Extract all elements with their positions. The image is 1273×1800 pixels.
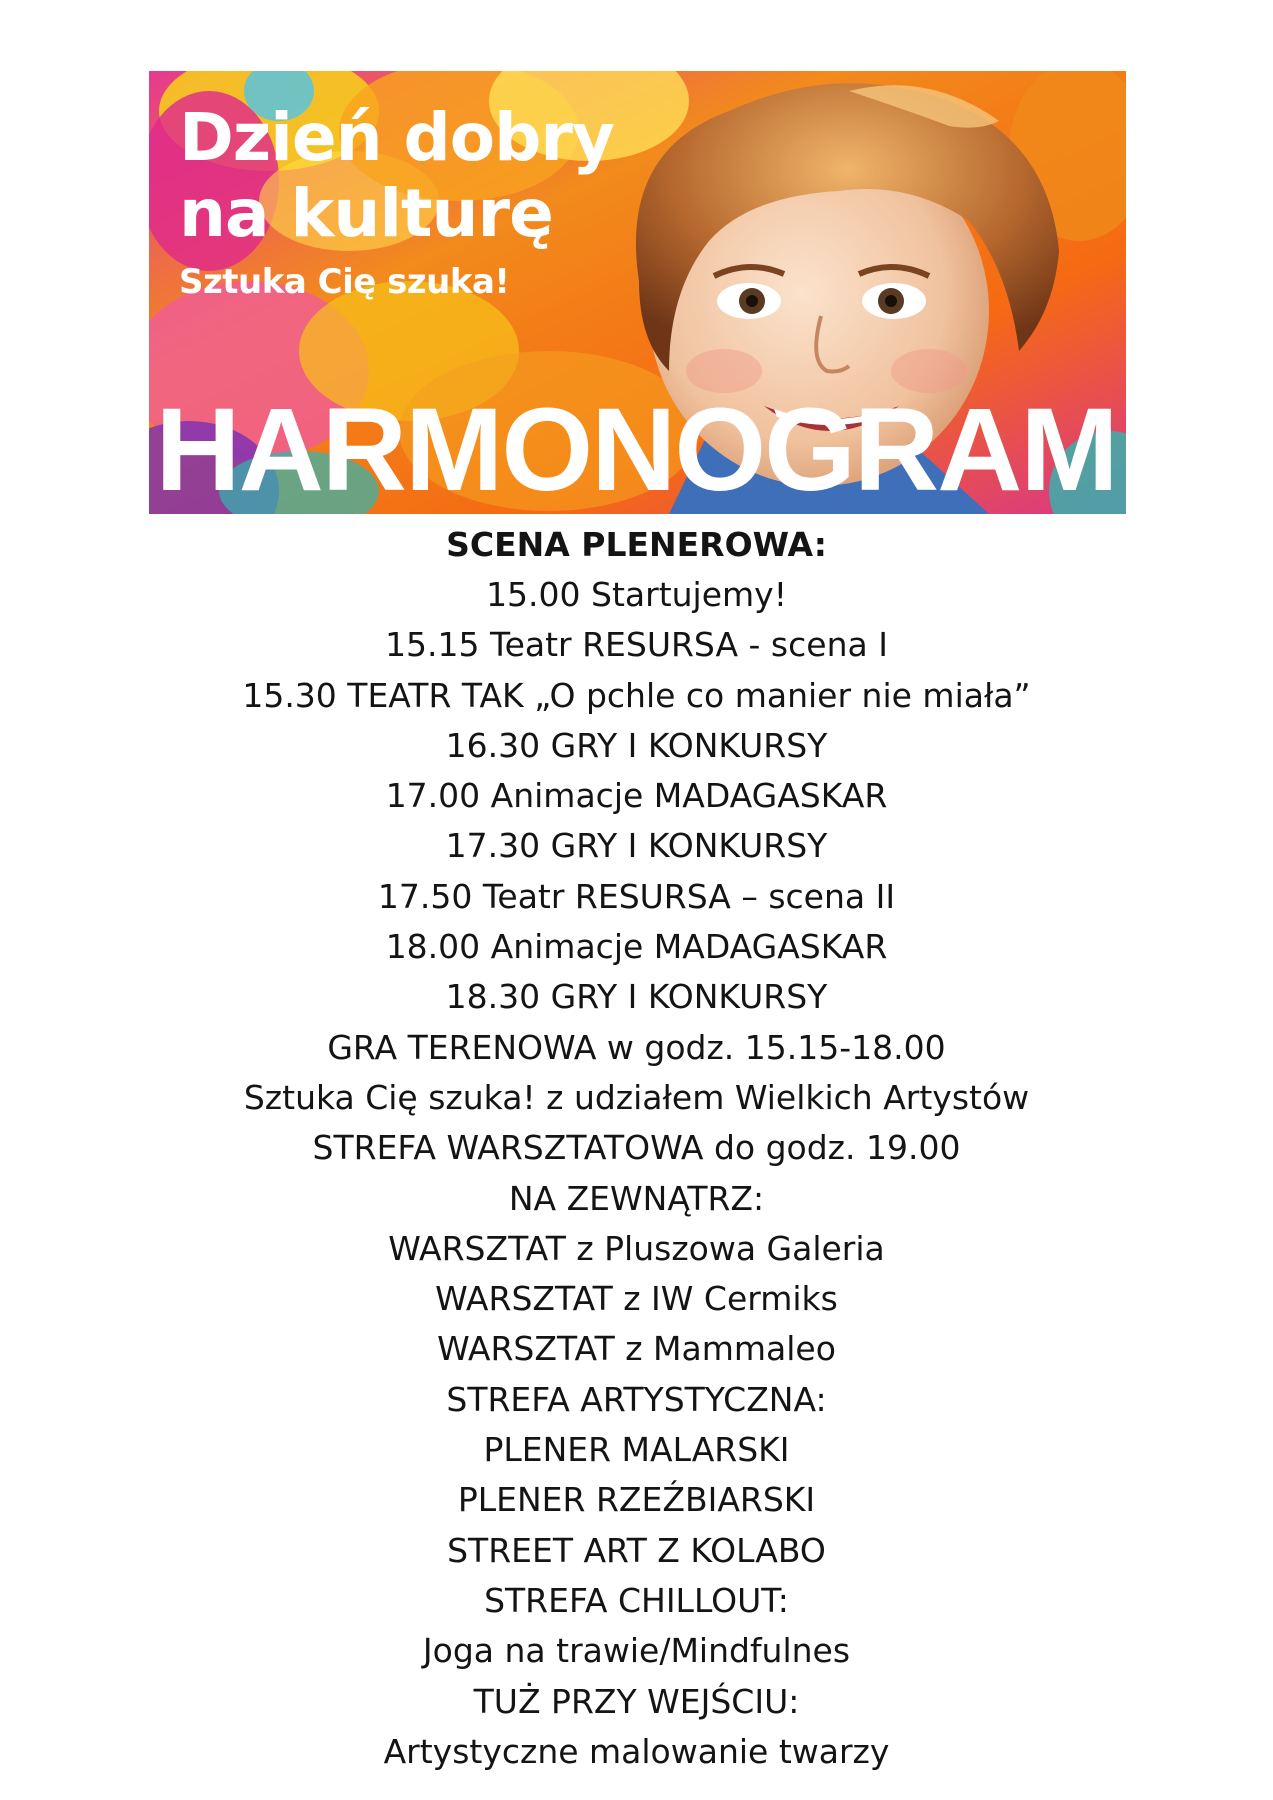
schedule-item: PLENER RZEŹBIARSKI (457, 1480, 816, 1520)
schedule-item: GRA TERENOWA w godz. 15.15-18.00 (327, 1027, 946, 1067)
harmonogram-title: HARMONOGRAM (155, 384, 1117, 514)
event-banner (149, 71, 1126, 514)
schedule-item: Artystyczne malowanie twarzy (383, 1731, 890, 1771)
schedule-item: 17.50 Teatr RESURSA – scena II (377, 876, 896, 916)
schedule-item: STREET ART Z KOLABO (447, 1530, 826, 1570)
schedule-item: WARSZTAT z IW Cermiks (435, 1279, 838, 1319)
schedule-item: WARSZTAT z Pluszowa Galeria (388, 1228, 885, 1268)
schedule-item: Joga na trawie/Mindfulnes (422, 1631, 851, 1671)
schedule-item: Sztuka Cię szuka! z udziałem Wielkich Artystów (243, 1077, 1030, 1117)
schedule-heading: SCENA PLENEROWA: (446, 525, 827, 564)
schedule-item: 15.30 TEATR TAK „O pchle co manier nie miała” (242, 675, 1031, 715)
schedule-section (0, 520, 1273, 1777)
schedule-item: 15.15 Teatr RESURSA - scena I (385, 625, 888, 665)
schedule-item: STREFA CHILLOUT: (484, 1580, 789, 1620)
schedule-item: STREFA ARTYSTYCZNA: (446, 1379, 827, 1419)
schedule-item: TUŻ PRZY WEJŚCIU: (473, 1681, 800, 1721)
schedule-item: 17.30 GRY I KONKURSY (445, 826, 828, 866)
banner-headline (179, 99, 614, 302)
headline-line-1: Dzień dobry (179, 99, 614, 176)
banner-tagline: Sztuka Cię szuka! (179, 262, 510, 302)
schedule-item: 18.30 GRY I KONKURSY (445, 977, 828, 1017)
headline-line-2: na kulturę (179, 175, 553, 252)
schedule-item: 18.00 Animacje MADAGASKAR (385, 927, 888, 967)
schedule-list (0, 570, 1273, 1777)
schedule-item: 17.00 Animacje MADAGASKAR (385, 776, 888, 816)
schedule-item: NA ZEWNĄTRZ: (508, 1178, 765, 1218)
schedule-item: 16.30 GRY I KONKURSY (445, 725, 828, 765)
schedule-item: 15.00 Startujemy! (486, 575, 787, 614)
schedule-item: WARSZTAT z Mammaleo (437, 1329, 836, 1369)
schedule-item: PLENER MALARSKI (483, 1430, 790, 1470)
schedule-item: STREFA WARSZTATOWA do godz. 19.00 (312, 1128, 961, 1168)
